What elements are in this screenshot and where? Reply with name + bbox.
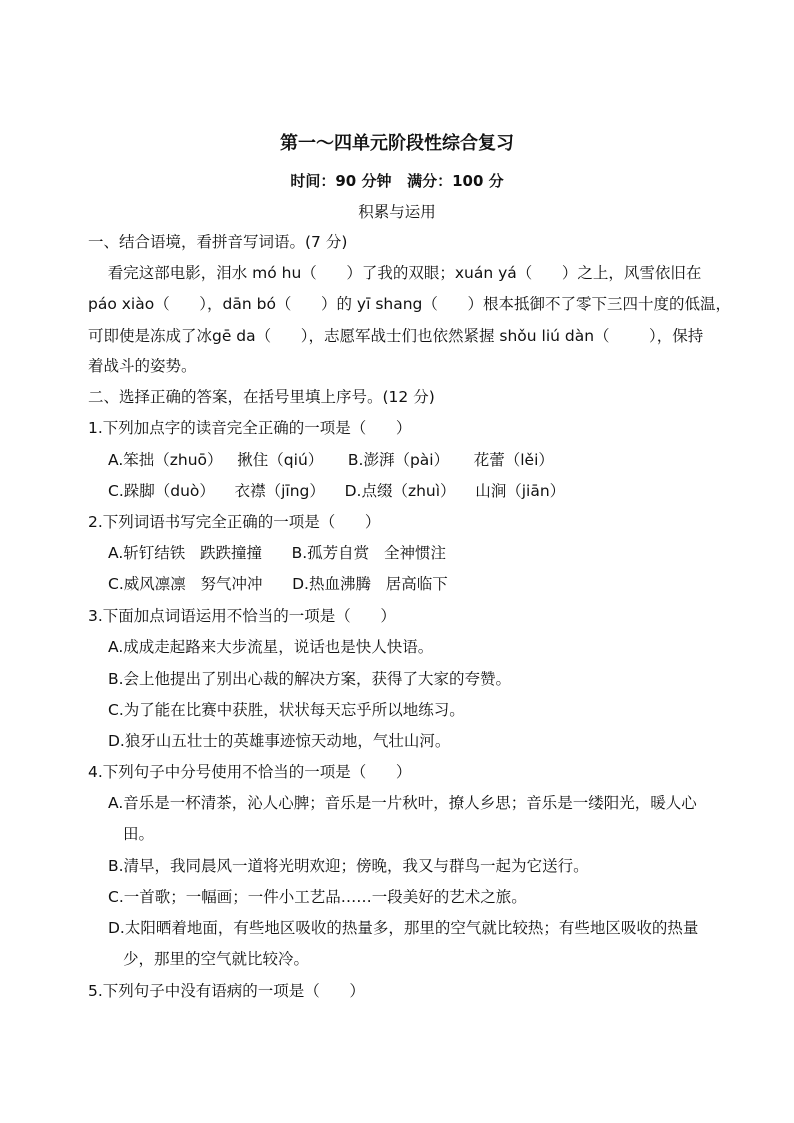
page-title: 第一～四单元阶段性综合复习	[280, 133, 514, 154]
section-heading: 积累与运用	[358, 203, 436, 221]
question-options: A.笨拙（zhuō） 揪住（qiú） B.澎湃（pài） 花蕾（lěi）	[108, 451, 554, 469]
question-1-text: 看完这部电影，泪水 mó hu（ ）了我的双眼；xuán yá（ ）之上，风雪依旧在	[88, 264, 702, 282]
question-option: B.清早，我同晨风一道将光明欢迎；傍晚，我又与群鸟一起为它送行。	[108, 857, 589, 875]
question-1-heading: 一、结合语境，看拼音写词语。(7 分)	[88, 233, 348, 251]
question-option: B.会上他提出了别出心裁的解决方案，获得了大家的夸赞。	[108, 670, 512, 688]
question-options: A.斩钉结铁 跌跌撞撞 B.孤芳自赏 全神惯注	[108, 544, 446, 562]
question-1-text: 可即使是冻成了冰gē da（ ），志愿军战士们也依然紧握 shǒu liú dàn（ ），保持	[88, 327, 704, 345]
question-options: C.跺脚（duò） 衣襟（jīng） D.点缀（zhuì） 山涧（jiān）	[108, 482, 566, 500]
question-option: A.音乐是一杯清茶，沁人心脾；音乐是一片秋叶，撩人乡思；音乐是一缕阳光，暖人心	[108, 794, 697, 812]
question-stem: 4.下列句子中分号使用不恰当的一项是（ ）	[88, 763, 412, 781]
question-option-continued: 少，那里的空气就比较冷。	[123, 950, 310, 968]
question-stem: 3.下面加点词语运用不恰当的一项是（ ）	[88, 607, 396, 625]
exam-info: 时间：90 分钟 满分：100 分	[290, 172, 504, 190]
question-stem: 2.下列词语书写完全正确的一项是（ ）	[88, 513, 381, 531]
question-option: D.太阳晒着地面，有些地区吸收的热量多，那里的空气就比较热；有些地区吸收的热量	[108, 919, 699, 937]
question-options: C.威风凛凛 努气冲冲 D.热血沸腾 居高临下	[108, 575, 448, 593]
question-option: D.狼牙山五壮士的英雄事迹惊天动地，气壮山河。	[108, 732, 451, 750]
question-2-heading: 二、选择正确的答案，在括号里填上序号。(12 分)	[88, 388, 435, 406]
question-stem: 5.下列句子中没有语病的一项是（ ）	[88, 982, 365, 1000]
question-option: A.成成走起路来大步流星，说话也是快人快语。	[108, 638, 434, 656]
question-option: C.为了能在比赛中获胜，状状每天忘乎所以地练习。	[108, 701, 465, 719]
question-option-continued: 田。	[123, 825, 155, 843]
question-stem: 1.下列加点字的读音完全正确的一项是（ ）	[88, 419, 412, 437]
question-1-text: 着战斗的姿势。	[88, 357, 197, 375]
question-option: C.一首歌；一幅画；一件小工艺品……一段美好的艺术之旅。	[108, 888, 527, 906]
question-1-text: páo xiào（ ），dān bó（ ）的 yī shang（ ）根本抵御不了零下三四十度的低温，	[88, 295, 731, 313]
